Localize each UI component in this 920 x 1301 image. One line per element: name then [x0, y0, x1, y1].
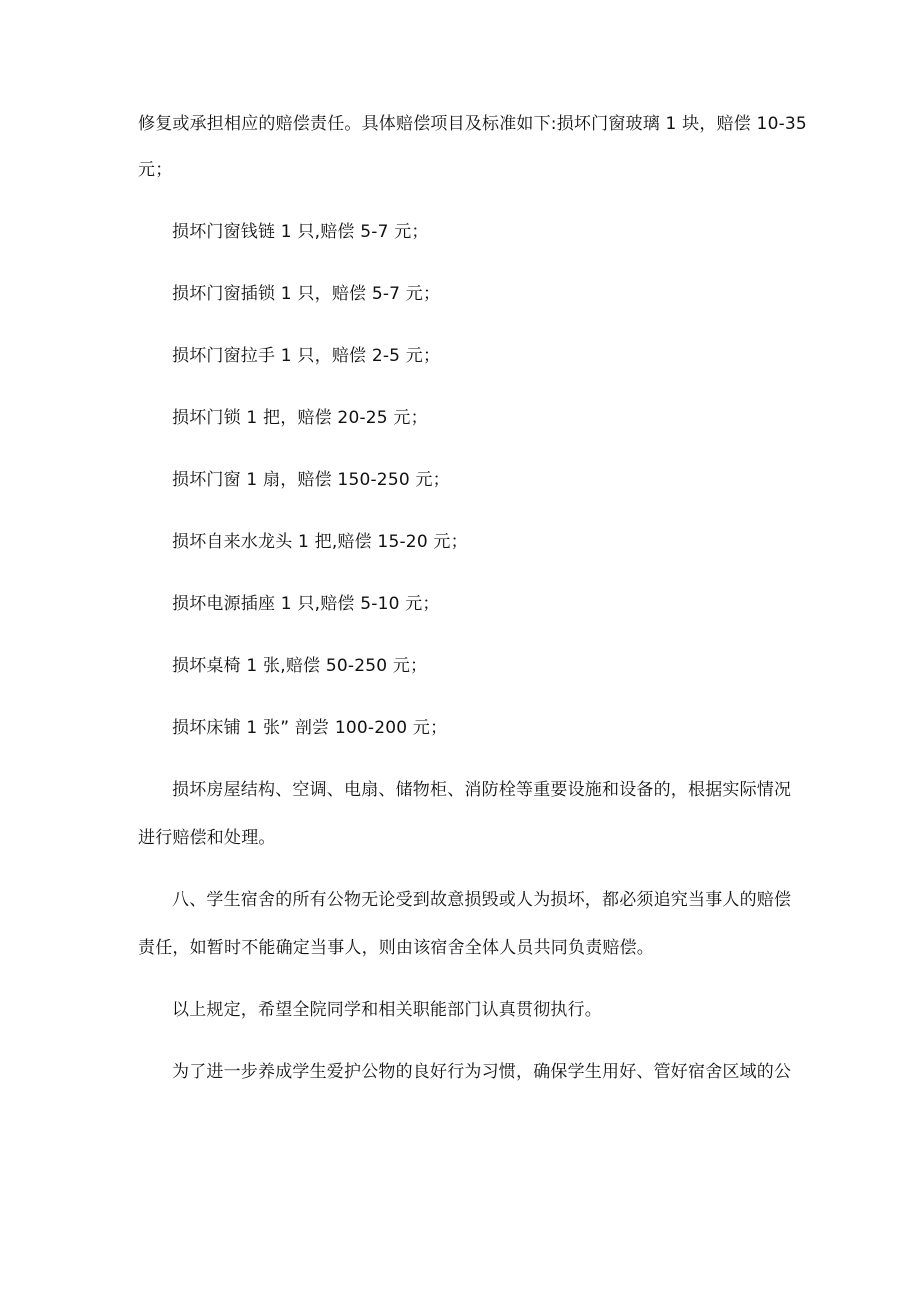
text-line-4: 损坏门窗插锁 1 只，赔偿 5-7 元； [172, 284, 441, 304]
text-line-2: 元； [138, 160, 173, 180]
text-line-17: 为了进一步养成学生爱护公物的良好行为习惯，确保学生用好、管好宿舍区域的公 [172, 1062, 792, 1082]
text-line-8: 损坏自来水龙头 1 把,赔偿 15-20 元； [172, 532, 468, 552]
text-line-16: 以上规定，希望全院同学和相关职能部门认真贯彻执行。 [172, 1000, 602, 1020]
text-line-7: 损坏门窗 1 扇，赔偿 150-250 元； [172, 470, 450, 490]
text-line-13: 进行赔偿和处理。 [138, 828, 276, 848]
text-line-3: 损坏门窗钱链 1 只,赔偿 5-7 元； [172, 222, 429, 242]
text-line-15: 责任，如暂时不能确定当事人，则由该宿舍全体人员共同负责赔偿。 [138, 938, 654, 958]
text-line-10: 损坏桌椅 1 张,赔偿 50-250 元； [172, 656, 428, 676]
text-line-11: 损坏床铺 1 张” 剖尝 100-200 元； [172, 718, 448, 738]
text-line-6: 损坏门锁 1 把，赔偿 20-25 元； [172, 408, 428, 428]
text-line-5: 损坏门窗拉手 1 只，赔偿 2-5 元； [172, 346, 441, 366]
text-line-14: 八、学生宿舍的所有公物无论受到故意损毁或人为损坏，都必须追究当事人的赔偿 [172, 890, 792, 910]
text-line-1: 修复或承担相应的赔偿责任。具体赔偿项目及标准如下:损坏门窗玻璃 1 块，赔偿 10-35 [138, 114, 807, 134]
text-line-12: 损坏房屋结构、空调、电扇、储物柜、消防栓等重要设施和设备的，根据实际情况 [172, 780, 792, 800]
text-line-9: 损坏电源插座 1 只,赔偿 5-10 元； [172, 594, 440, 614]
